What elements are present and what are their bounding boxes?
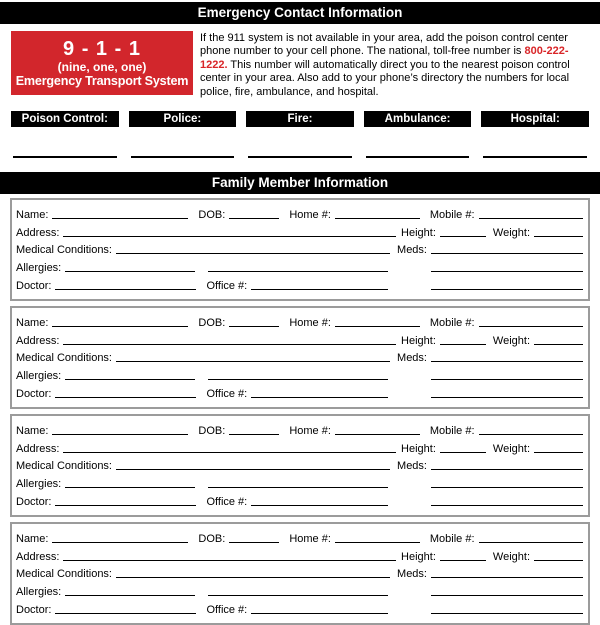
address-field-line [63, 227, 396, 237]
family-member-block [10, 198, 590, 301]
address-field-line [63, 335, 396, 345]
meds-label: Meds: [397, 244, 427, 257]
member-row-doctor [16, 383, 583, 401]
mobile-phone-field-line [479, 533, 583, 543]
allergies-continued-field-line [208, 370, 388, 380]
office-phone-label: Office #: [206, 280, 248, 293]
weight-label: Weight: [492, 226, 530, 239]
doctor-label: Doctor: [16, 280, 52, 293]
height-field-line [440, 443, 486, 453]
dob-field-line [229, 317, 279, 327]
member-row-allergies [16, 473, 583, 491]
dob-field-line [229, 425, 279, 435]
allergies-continued-field-line [208, 478, 388, 488]
office-phone-field-line [251, 496, 388, 506]
contact-label-poison-control: Poison Control: [11, 111, 119, 127]
member-row-allergies [16, 581, 583, 599]
emergency-contacts-row [11, 111, 589, 127]
member-row-allergies [16, 257, 583, 275]
family-member-block [10, 306, 590, 409]
emergency-contact-title: Emergency Contact Information [197, 5, 403, 20]
address-label: Address: [16, 442, 60, 455]
emergency-contacts-blank-lines [11, 127, 589, 158]
meds-continued2-field-line [431, 604, 583, 614]
allergies-continued-field-line [208, 262, 388, 272]
poison-control-phone-number: 800-222-1222. [200, 45, 569, 71]
family-member-title: Family Member Information [211, 175, 389, 191]
office-phone-field-line [251, 604, 388, 614]
member-row-name [16, 420, 583, 438]
mobile-phone-label: Mobile #: [429, 208, 475, 221]
mobile-phone-field-line [479, 209, 583, 219]
name-field-line [52, 209, 188, 219]
member-row-address [16, 330, 583, 348]
office-phone-field-line [251, 388, 388, 398]
office-phone-label: Office #: [206, 388, 248, 400]
name-field-line [52, 425, 188, 435]
office-phone-field-line [251, 280, 388, 290]
allergies-field-line [65, 478, 195, 488]
name-label: Name: [16, 532, 49, 545]
name-field-line [52, 317, 188, 327]
hospital-field-line [483, 127, 587, 158]
allergies-label: Allergies: [16, 262, 62, 275]
member-row-address [16, 438, 583, 456]
meds-continued-field-line [431, 478, 583, 488]
address-label: Address: [16, 550, 60, 563]
instructions-text-before: If the 911 system is not available in your area, add the poison control center phone number to your cell phone. The national, toll-free number is [200, 32, 568, 58]
family-member-header-bar [0, 172, 600, 194]
meds-field-line [431, 352, 583, 362]
meds-field-line [431, 460, 583, 470]
address-field-line [63, 551, 396, 561]
family-members [0, 198, 600, 625]
contact-label-hospital: Hospital: [481, 111, 589, 127]
meds-continued2-field-line [431, 496, 583, 506]
mobile-phone-label: Mobile #: [429, 532, 475, 545]
weight-field-line [534, 551, 583, 561]
dob-label: DOB: [198, 316, 226, 329]
medical-conditions-label: Medical Conditions: [16, 352, 112, 365]
doctor-field-line [55, 280, 196, 290]
doctor-label: Doctor: [16, 388, 52, 400]
poison-control-instructions [200, 31, 589, 99]
allergies-field-line [65, 370, 195, 380]
doctor-label: Doctor: [16, 603, 52, 616]
height-label: Height: [401, 442, 436, 455]
weight-label: Weight: [492, 442, 530, 455]
meds-continued2-field-line [431, 280, 583, 290]
height-field-line [440, 335, 486, 345]
doctor-field-line [55, 496, 196, 506]
allergies-label: Allergies: [16, 586, 62, 599]
name-field-line [52, 533, 188, 543]
dob-field-line [229, 209, 279, 219]
member-row-doctor [16, 275, 583, 293]
allergies-field-line [65, 262, 195, 272]
doctor-field-line [55, 604, 196, 614]
home-phone-field-line [335, 425, 420, 435]
name-label: Name: [16, 424, 49, 437]
member-row-medical [16, 348, 583, 366]
doctor-label: Doctor: [16, 495, 52, 508]
ambulance-field-line [366, 127, 470, 158]
member-row-address [16, 222, 583, 240]
intro-section [11, 31, 589, 99]
member-row-medical [16, 456, 583, 474]
name-label: Name: [16, 316, 49, 329]
instructions-text-after: This number will automatically direct you to the nearest poison control center in your area. Also add to your phone’s directory the numbers for local police, fire, ambulance, and hospital. [200, 58, 570, 98]
dob-label: DOB: [198, 424, 226, 437]
contact-label-fire: Fire: [246, 111, 354, 127]
home-phone-label: Home #: [289, 532, 331, 545]
family-member-block [10, 522, 590, 625]
home-phone-field-line [335, 533, 420, 543]
medical-conditions-field-line [116, 568, 390, 578]
family-member-block [10, 414, 590, 517]
dob-field-line [229, 533, 279, 543]
member-row-medical [16, 564, 583, 582]
address-label: Address: [16, 226, 60, 239]
911-caption: Emergency Transport System [15, 73, 189, 88]
height-label: Height: [401, 550, 436, 563]
member-row-doctor [16, 599, 583, 617]
meds-label: Meds: [397, 568, 427, 581]
meds-field-line [431, 568, 583, 578]
home-phone-label: Home #: [289, 316, 331, 329]
fire-field-line [248, 127, 352, 158]
mobile-phone-label: Mobile #: [429, 316, 475, 329]
home-phone-label: Home #: [289, 208, 331, 221]
member-row-name [16, 204, 583, 222]
weight-label: Weight: [492, 334, 530, 347]
meds-field-line [431, 244, 583, 254]
medical-conditions-label: Medical Conditions: [16, 460, 112, 473]
weight-field-line [534, 443, 583, 453]
meds-continued-field-line [431, 262, 583, 272]
weight-field-line [534, 335, 583, 345]
mobile-phone-field-line [479, 425, 583, 435]
dob-label: DOB: [198, 208, 226, 221]
allergies-continued-field-line [208, 586, 388, 596]
emergency-contact-header-bar [0, 2, 600, 24]
member-row-medical [16, 240, 583, 258]
allergies-field-line [65, 586, 195, 596]
meds-continued-field-line [431, 586, 583, 596]
height-label: Height: [401, 226, 436, 239]
member-row-allergies [16, 365, 583, 383]
meds-label: Meds: [397, 352, 427, 365]
member-row-name [16, 528, 583, 546]
office-phone-label: Office #: [206, 603, 248, 616]
911-number: 9 - 1 - 1 [63, 37, 141, 60]
dob-label: DOB: [198, 532, 226, 545]
meds-continued-field-line [431, 370, 583, 380]
meds-continued2-field-line [431, 388, 583, 398]
poison-control-field-line [13, 127, 117, 158]
allergies-label: Allergies: [16, 478, 62, 491]
height-field-line [440, 551, 486, 561]
911-card [11, 31, 193, 95]
member-row-doctor [16, 491, 583, 509]
weight-label: Weight: [492, 550, 530, 563]
doctor-field-line [55, 388, 196, 398]
home-phone-field-line [335, 209, 420, 219]
height-label: Height: [401, 334, 436, 347]
contact-label-police: Police: [129, 111, 237, 127]
member-row-name [16, 312, 583, 330]
home-phone-label: Home #: [289, 424, 331, 437]
height-field-line [440, 227, 486, 237]
member-row-address [16, 546, 583, 564]
contact-label-ambulance: Ambulance: [364, 111, 472, 127]
weight-field-line [534, 227, 583, 237]
meds-label: Meds: [397, 460, 427, 473]
medical-conditions-label: Medical Conditions: [16, 568, 112, 581]
home-phone-field-line [335, 317, 420, 327]
medical-conditions-field-line [116, 460, 390, 470]
office-phone-label: Office #: [206, 495, 248, 508]
police-field-line [131, 127, 235, 158]
911-phonetic: (nine, one, one) [57, 59, 147, 74]
mobile-phone-label: Mobile #: [429, 424, 475, 437]
allergies-label: Allergies: [16, 370, 62, 383]
medical-conditions-label: Medical Conditions: [16, 244, 112, 257]
address-label: Address: [16, 334, 60, 347]
medical-conditions-field-line [116, 244, 390, 254]
name-label: Name: [16, 208, 49, 221]
medical-conditions-field-line [116, 352, 390, 362]
address-field-line [63, 443, 396, 453]
mobile-phone-field-line [479, 317, 583, 327]
